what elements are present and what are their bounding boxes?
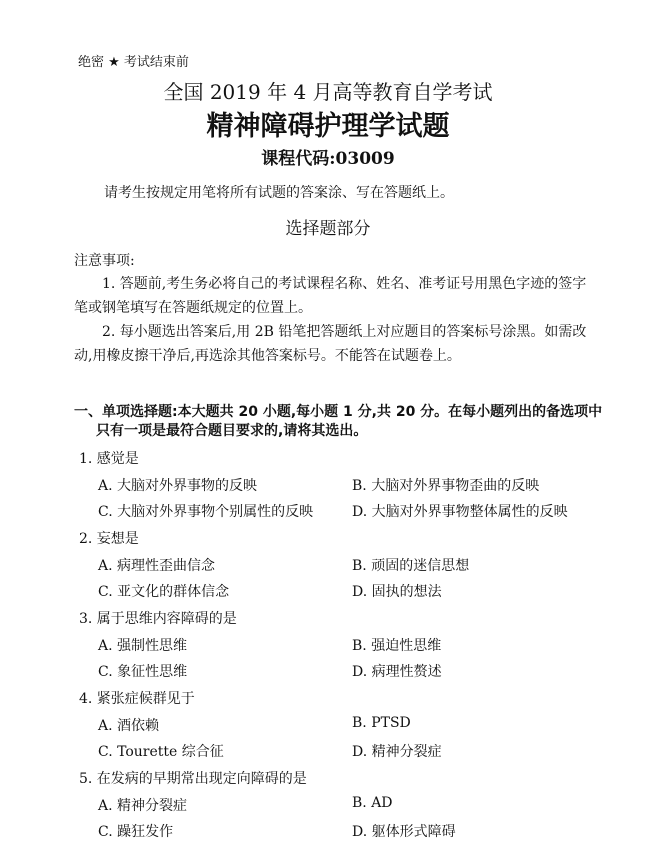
option-b: B. 强迫性思维	[352, 638, 442, 654]
option-d: D. 大脑对外界事物整体属性的反映	[352, 504, 568, 520]
part-title: 选择题部分	[285, 219, 371, 239]
option-b: B. 大脑对外界事物歪曲的反映	[352, 478, 540, 494]
option-c: C. 躁狂发作	[98, 824, 174, 840]
exam-title: 全国 2019 年 4 月高等教育自学考试	[163, 80, 493, 104]
notice-item-1	[74, 272, 594, 320]
option-c: C. 大脑对外界事物个别属性的反映	[98, 504, 314, 520]
option-b: B. PTSD	[352, 715, 411, 731]
option-a: A. 病理性歪曲信念	[98, 558, 216, 574]
option-b: B. AD	[352, 795, 393, 811]
option-c: C. Tourette 综合征	[98, 744, 224, 760]
option-a: A. 酒依赖	[98, 718, 160, 734]
confidential-label: 绝密 ★ 考试结束前	[78, 55, 189, 70]
option-a: A. 精神分裂症	[98, 798, 188, 814]
question-stem: 4. 紧张症候群见于	[79, 691, 195, 707]
section-heading-line1: 一、单项选择题:本大题共 20 小题,每小题 1 分,共 20 分。在每小题列出的备选项中	[74, 404, 603, 420]
notice-item-text: 2. 每小题选出答案后,用 2B 铅笔把答题纸上对应题目的答案标号涂黑。如需改动,用橡皮擦干净后,再选涂其他答案标号。不能答在试题卷上。	[74, 324, 587, 364]
question-stem: 5. 在发病的早期常出现定向障碍的是	[79, 771, 307, 787]
option-c: C. 亚文化的群体信念	[98, 584, 230, 600]
option-d: D. 躯体形式障碍	[352, 824, 456, 840]
option-a: A. 大脑对外界事物的反映	[98, 478, 258, 494]
option-d: D. 精神分裂症	[352, 744, 442, 760]
section-heading	[74, 403, 634, 441]
question-stem: 1. 感觉是	[79, 451, 139, 467]
option-d: D. 病理性赘述	[352, 664, 442, 680]
notice-title: 注意事项:	[74, 253, 135, 269]
course-code: 课程代码:03009	[261, 149, 395, 169]
option-c: C. 象征性思维	[98, 664, 188, 680]
question-stem: 2. 妄想是	[79, 531, 139, 547]
notice-item-text: 1. 答题前,考生务必将自己的考试课程名称、姓名、准考证号用黑色字迹的签字笔或钢笔填写在答题纸规定的位置上。	[74, 276, 587, 316]
option-a: A. 强制性思维	[98, 638, 188, 654]
instruction: 请考生按规定用笔将所有试题的答案涂、写在答题纸上。	[104, 185, 454, 201]
section-heading-line2: 只有一项是最符合题目要求的,请将其选出。	[96, 423, 368, 439]
option-b: B. 顽固的迷信思想	[352, 558, 470, 574]
notice-item-2	[74, 320, 594, 368]
option-d: D. 固执的想法	[352, 584, 442, 600]
paper-title: 精神障碍护理学试题	[206, 111, 450, 142]
question-stem: 3. 属于思维内容障碍的是	[79, 611, 237, 627]
